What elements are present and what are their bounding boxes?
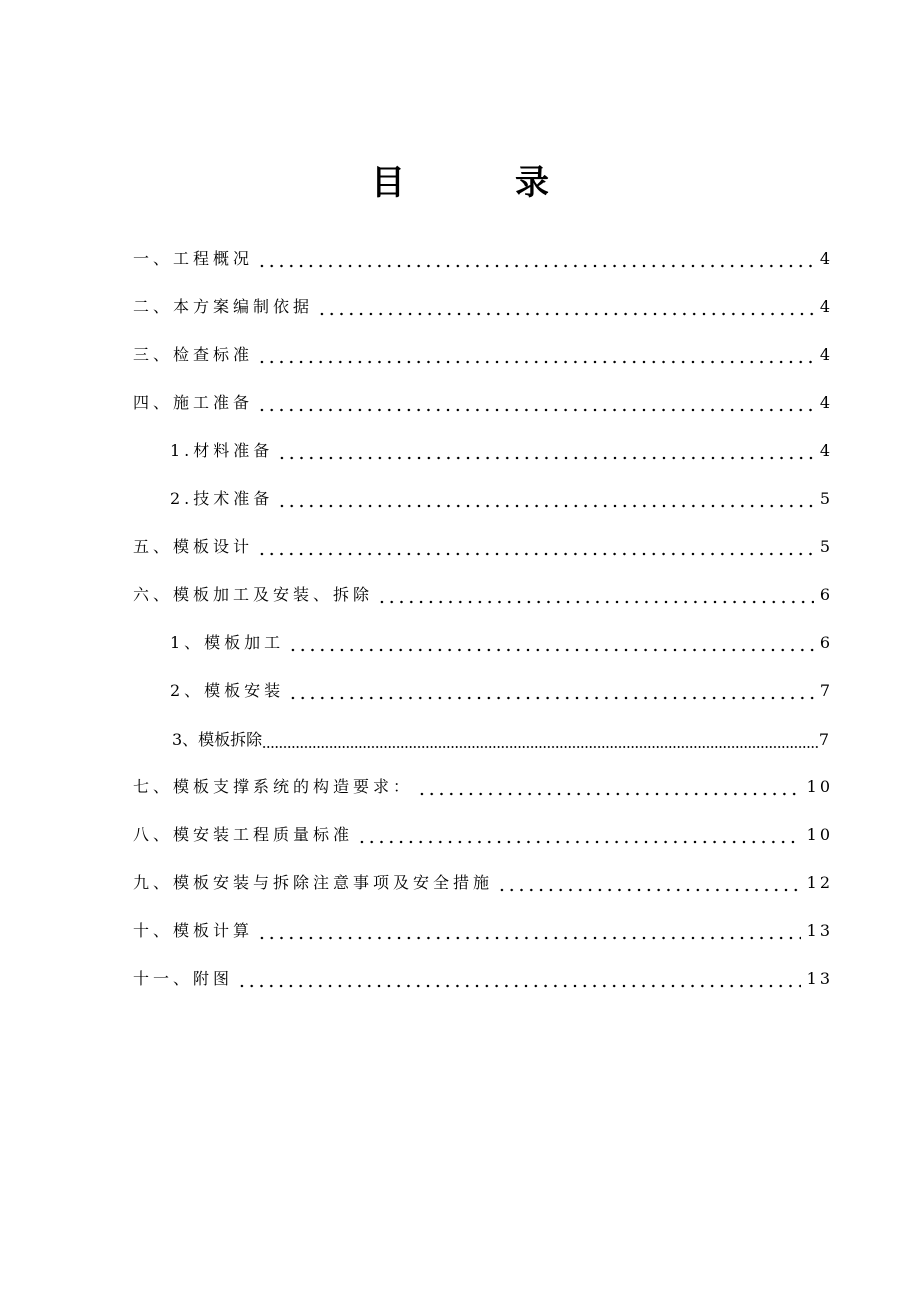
toc-page-number: 4 (819, 441, 833, 460)
toc-entry-label: 四、施工准备 (133, 393, 254, 412)
toc-dot-leader (277, 440, 814, 462)
toc-dot-leader (257, 344, 814, 366)
toc-entry-label: 十、模板计算 (133, 921, 254, 940)
toc-entry-5[interactable] (133, 532, 833, 558)
toc-dot-leader (257, 920, 801, 942)
toc-entry-label: 2.技术准备 (170, 489, 274, 508)
toc-entry-label: 五、模板设计 (133, 537, 254, 556)
toc-entry-6-2[interactable] (170, 676, 833, 702)
toc-entry-label: 十一、附图 (133, 969, 234, 988)
toc-entry-4-2[interactable] (170, 484, 833, 510)
toc-entry-label: 1.材料准备 (170, 441, 274, 460)
toc-dot-leader (377, 584, 814, 606)
toc-dot-leader (257, 248, 814, 270)
toc-entry-8[interactable] (133, 820, 833, 846)
toc-page-number: 13 (806, 969, 833, 988)
toc-entry-3[interactable] (133, 340, 833, 366)
toc-dot-leader (497, 872, 801, 894)
toc-entry-1[interactable] (133, 244, 833, 270)
toc-entry-9[interactable] (133, 868, 833, 894)
toc-entry-label: 八、模安装工程质量标准 (133, 825, 354, 844)
toc-dot-leader (357, 824, 801, 846)
toc-entry-6-3[interactable] (172, 725, 829, 751)
toc-entry-10[interactable] (133, 916, 833, 942)
page-title: 目 录 (371, 163, 587, 203)
toc-page-number: 5 (819, 537, 833, 556)
toc-entry-label: 2、模板安装 (170, 681, 285, 700)
toc-entry-2[interactable] (133, 292, 833, 318)
toc-page-number: 12 (806, 873, 833, 892)
toc-dot-leader (417, 776, 801, 798)
toc-entry-label: 1、模板加工 (170, 633, 285, 652)
toc-page-number: 6 (819, 633, 833, 652)
toc-entry-label: 七、模板支撑系统的构造要求： (133, 777, 414, 796)
toc-entry-6-1[interactable] (170, 628, 833, 654)
toc-entry-label: 九、模板安装与拆除注意事项及安全措施 (133, 873, 494, 892)
toc-entry-11[interactable] (133, 964, 833, 990)
toc-entry-7[interactable] (133, 772, 833, 798)
toc-dot-leader (288, 632, 814, 654)
toc-entry-label: 三、检查标准 (133, 345, 254, 364)
toc-entry-label: 二、本方案编制依据 (133, 297, 314, 316)
toc-entry-4-1[interactable] (170, 436, 833, 462)
toc-page-number: 7 (818, 730, 829, 749)
toc-page-number: 10 (806, 777, 833, 796)
toc-entry-4[interactable] (133, 388, 833, 414)
toc-page-number: 4 (819, 249, 833, 268)
toc-dot-leader (262, 729, 818, 751)
toc-page-number: 5 (819, 489, 833, 508)
toc-page-number: 13 (806, 921, 833, 940)
toc-entry-6[interactable] (133, 580, 833, 606)
toc-page-number: 6 (819, 585, 833, 604)
toc-dot-leader (257, 392, 814, 414)
toc-page-number: 4 (819, 345, 833, 364)
toc-dot-leader (237, 968, 801, 990)
toc-dot-leader (317, 296, 814, 318)
toc-entry-label: 3、模板拆除 (172, 730, 263, 749)
toc-dot-leader (257, 536, 814, 558)
toc-dot-leader (288, 680, 814, 702)
toc-dot-leader (277, 488, 814, 510)
toc-entry-label: 一、工程概况 (133, 249, 254, 268)
toc-page-number: 4 (819, 393, 833, 412)
toc-entry-label: 六、模板加工及安装、拆除 (133, 585, 374, 604)
toc-page-number: 7 (819, 681, 833, 700)
toc-page-number: 10 (806, 825, 833, 844)
toc-page-number: 4 (819, 297, 833, 316)
